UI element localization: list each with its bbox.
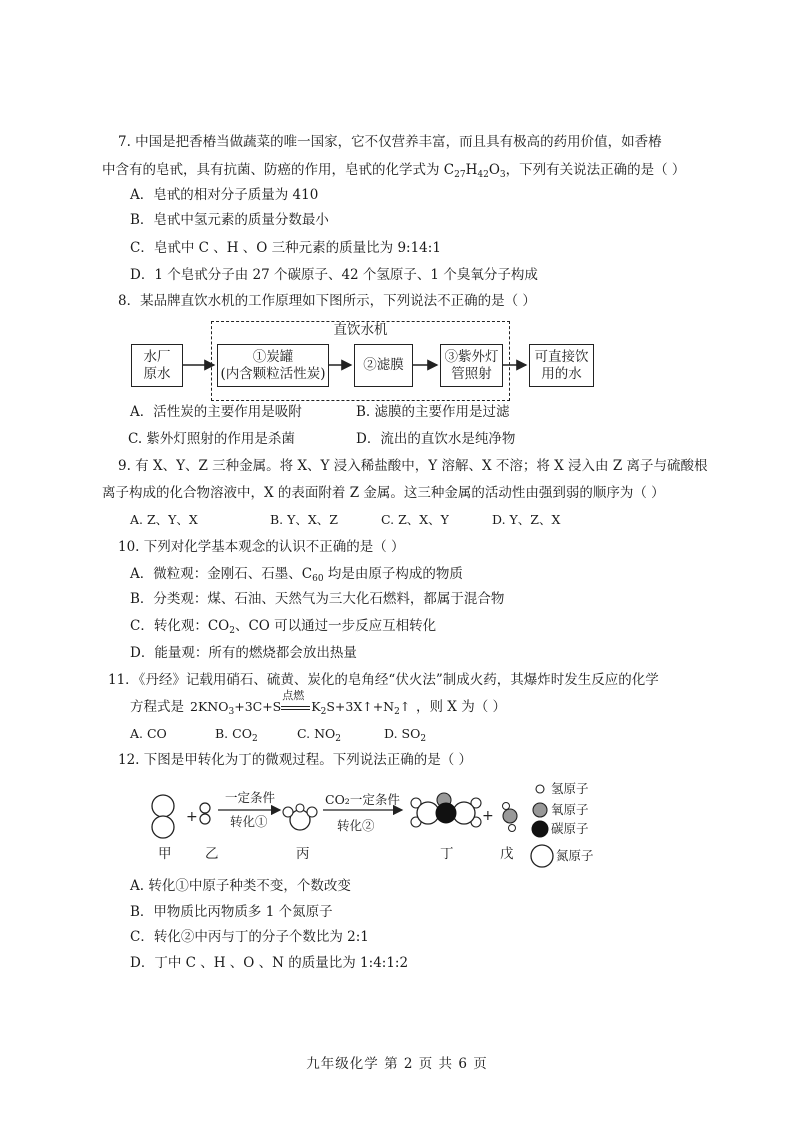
q7-option-d: D．1 个皂甙分子由 27 个碳原子、42 个氢原子、1 个臭氧分子构成 — [130, 267, 538, 283]
label-yi: 乙 — [205, 846, 219, 862]
q9-option-b: B. Y、X、Z — [270, 512, 338, 527]
q11-stem-line1: 11．《丹经》记载用硝石、硫黄、炭化的皂角经“伏火法”制成火药，其爆炸时发生反应的化学 — [108, 672, 659, 688]
molecule-jia — [152, 795, 174, 838]
q10-option-b: B．分类观：煤、石油、天然气为三大化石燃料，都属于混合物 — [130, 591, 505, 607]
q11-option-a: A. CO — [130, 726, 167, 741]
page-footer: 九年级化学 第 2 页 共 6 页 — [306, 1056, 488, 1072]
label-wu: 戊 — [500, 846, 514, 862]
q12-option-d: D．丁中 C 、H 、O 、N 的质量比为 1:4:1:2 — [130, 955, 409, 971]
box-uv-lamp: ③紫外灯 管照射 — [440, 344, 503, 387]
q11-option-b: B. $CO_2$ — [215, 726, 258, 744]
q9-option-d: D. Y、Z、X — [492, 512, 561, 527]
molecule-ding — [411, 793, 481, 827]
legend-hydrogen: 氢原子 — [551, 781, 589, 796]
box-carbon-tank: ①炭罐 (内含颗粒活性炭) — [217, 344, 329, 387]
q8-option-d: D．流出的直饮水是纯净物 — [356, 431, 516, 447]
arrow1-top-label: 一定条件 — [225, 790, 276, 805]
q10-option-c: C．转化观：$CO_2$、CO 可以通过一步反应互相转化 — [130, 618, 437, 636]
q10-option-a: A．微粒观：金刚石、石墨、$C_{60}$ 均是由原子构成的物质 — [130, 566, 463, 584]
box-membrane: ②滤膜 — [354, 344, 413, 387]
q12-stem: 12. 下图是甲转化为丁的微观过程。下列说法正确的是（ ） — [118, 752, 473, 768]
q8-stem: 8．某品牌直饮水机的工作原理如下图所示，下列说法不正确的是（ ） — [118, 293, 536, 309]
label-jia: 甲 — [158, 846, 172, 862]
equation-condition: 点燃 — [281, 699, 311, 715]
molecule-wu — [503, 803, 518, 832]
q11-option-c: C. $NO_2$ — [297, 726, 341, 744]
label-bing: 丙 — [296, 846, 310, 862]
q9-stem-line2: 离子构成的化合物溶液中，X 的表面附着 Z 金属。这三种金属的活动性由强到弱的顺序为（ ） — [102, 485, 665, 501]
arrow1-bottom-label: 转化① — [230, 814, 268, 829]
molecule-bing — [283, 804, 317, 830]
q8-option-a: A．活性炭的主要作用是吸附 — [130, 404, 302, 420]
machine-label: 直饮水机 — [331, 322, 391, 338]
legend-oxygen: 氧原子 — [551, 802, 589, 817]
box-raw-water: 水厂 原水 — [131, 344, 183, 387]
q12-option-c: C．转化②中丙与丁的分子个数比为 2:1 — [130, 929, 369, 945]
arrow2-top-label: CO₂一定条件 — [325, 792, 400, 807]
q12-option-b: B．甲物质比丙物质多 1 个氮原子 — [130, 904, 333, 920]
q11-stem-line3: ，则 X 为（ ） — [416, 699, 506, 715]
q8-option-b: B. 滤膜的主要作用是过滤 — [356, 404, 510, 420]
box-drinkable-water: 可直接饮 用的水 — [529, 344, 594, 387]
q7-option-a: A．皂甙的相对分子质量为 410 — [130, 187, 319, 203]
svg-text:+: + — [482, 808, 494, 824]
svg-text:+: + — [186, 809, 198, 825]
arrow2-bottom-label: 转化② — [337, 818, 375, 833]
q11-equation: $2KNO_3+3C+S$ 点燃 $K_2S+3X↑+N_2↑$ — [190, 689, 411, 717]
q7-option-c: C．皂甙中 C 、H 、O 三种元素的质量比为 9:14:1 — [130, 240, 441, 256]
legend-nitrogen: 氮原子 — [556, 848, 594, 863]
q7-option-b: B．皂甙中氢元素的质量分数最小 — [130, 212, 329, 228]
molecule-yi — [200, 803, 210, 824]
q10-stem: 10. 下列对化学基本观念的认识不正确的是（ ） — [118, 539, 405, 555]
label-ding: 丁 — [440, 846, 454, 862]
q9-stem-line1: 9. 有 X、Y、Z 三种金属。将 X、Y 浸入稀盐酸中，Y 溶解、X 不溶；将 X 浸入由 Z 离子与硫酸根 — [118, 458, 708, 474]
q12-option-a: A. 转化①中原子种类不变，个数改变 — [130, 878, 351, 894]
legend-carbon: 碳原子 — [551, 821, 589, 836]
legend-markers — [531, 785, 553, 867]
q9-option-c: C. Z、X、Y — [381, 512, 449, 527]
q11-option-d: D. $SO_2$ — [384, 726, 427, 744]
q7-stem-line2: 中含有的皂甙，具有抗菌、防癌的作用，皂甙的化学式为 $C_{27}H_{42}O_3$，下列有关说法正确的是（ ） — [102, 162, 686, 180]
q9-option-a: A. Z、Y、X — [130, 512, 198, 527]
q10-option-d: D．能量观：所有的燃烧都会放出热量 — [130, 645, 357, 661]
q8-option-c: C. 紫外灯照射的作用是杀菌 — [128, 431, 295, 447]
q11-stem-line2: 方程式是 — [130, 699, 184, 715]
q7-stem-line1: 7. 中国是把香椿当做蔬菜的唯一国家，它不仅营养丰富，而且具有极高的药用价值，如香椿 — [118, 134, 662, 150]
